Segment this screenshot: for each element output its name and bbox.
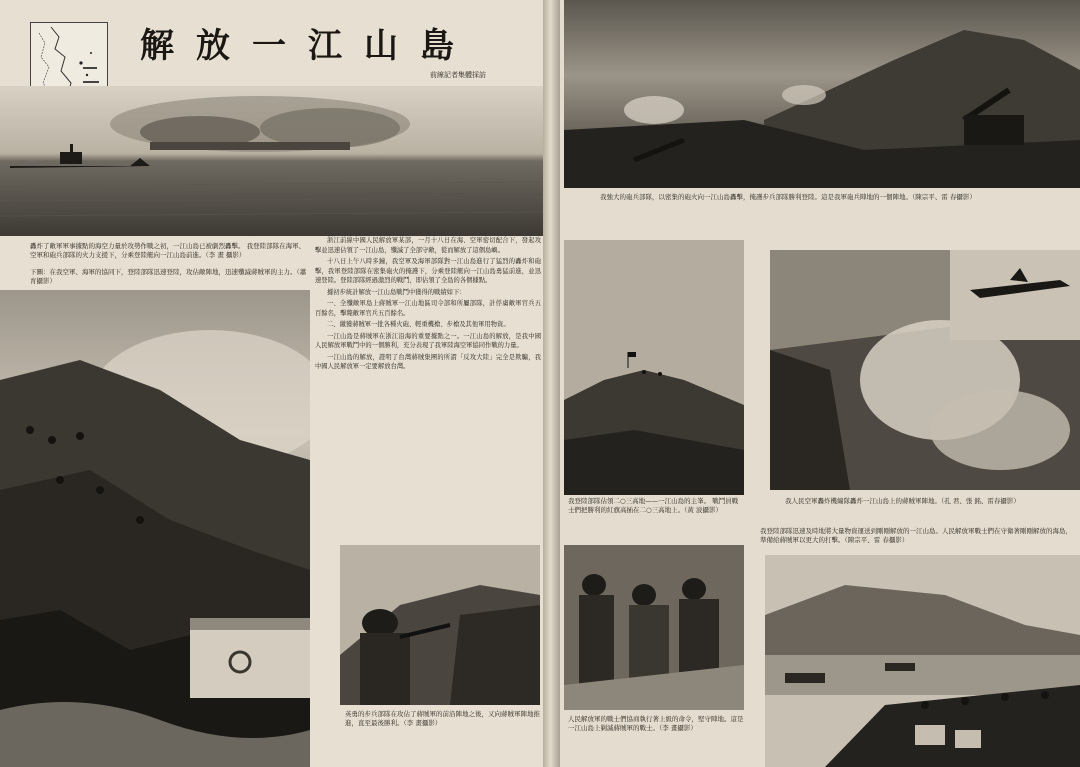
article-paragraph: 十八日上午八時多鐘，我空軍及海軍部隊對一江山島進行了猛烈的轟炸和砲擊，我軍登陸部隊在密集砲火的掩護下，分乘登陸艇向一江山島勇猛前進，並迅速登陸。登陸部隊經過激烈的戰鬥，即佔領了全島的各個據點。 [315,258,541,284]
article-paragraph: 一江山島是蔣賊軍在浙江沿海的重要據點之一。一江山島的解放，是我中國人民解放軍戰鬥中的一個勝利，充分表現了我軍陸海空軍協同作戰的力量。 [315,332,541,349]
article-paragraph: 二、繳獲蔣賊軍一批各種火砲、輕重機槍、步槍及其他軍用物資。 [327,321,510,328]
caption-top-left-2: 下圖：在我空軍、海軍的協同下，登陸部隊迅速登陸，攻佔敵陣地，迅速殲滅蔣賊軍的主力。（蕭 育攝影） [30,268,307,285]
article-paragraph: 一江山島的解放，證明了台灣蔣賊集團的所謂「反攻大陸」完全是欺騙，我中國人民解放軍一定要解放台灣。 [315,353,541,370]
photo-summit-flag [564,240,744,495]
article-paragraph: 一、全殲敵軍島上蔣賊軍一江山地區司令部和所屬部隊，計俘虜敵軍官兵五百餘名，擊斃敵軍官兵五百餘名。 [315,300,541,317]
caption-right-mid-right: 我人民空軍轟炸機編隊轟炸一江山島上的蔣賊軍陣地。（孔 君、張 銘、雷春攝影） [785,497,1020,505]
photo-air-bombing [770,250,1080,490]
page-title: 解放一江山島 [140,26,476,66]
caption-right-low: 我登陸部隊迅速及時地將大量物資運送到剛剛解放的一江山島。人民解放軍戰士們在守衛著剛剛解放的海島，準備給蔣賊軍以更大的打擊。（陳宗平、雷 春攝影） [760,527,1072,544]
article-paragraph: 浙江前線中國人民解放軍某部，一月十八日在海、空軍密切配合下，發起攻擊並迅速佔領了一江山島，殲滅了全部守敵，從而解放了這個島嶼。 [315,237,541,254]
photo-soldiers-group [564,545,744,710]
caption-top-left: 轟炸了敵軍軍事據點的海空力量於攻勢作戰之初，一江山島已被劇烈轟擊。 我登陸部隊在海軍、空軍和砲兵部隊的火力支援下，分乘登陸艇向一江山島前進。（李 畫 攝影） [30,242,306,259]
photo-soldier-helmet [340,545,540,705]
photo-landing-ships [0,86,543,236]
caption-right-mid-left: 我登陸部隊佔領二○三高地——一江山島的主峯。 戰鬥員戰士們把勝利的紅旗高插在二○三高地上。（黃 波攝影） [568,497,739,514]
caption-left-bottom: 英勇的步兵部隊在攻佔了蔣賊軍的前沿陣地之後，又向蔣賊軍陣地推進，直至最後勝利。（李 畫攝影） [345,710,540,727]
caption-right-top: 我強大的砲兵部隊，以密集的砲火向一江山島轟擊，掩護步兵部隊勝利登陸。這是我軍砲兵陣地的一個陣地。（陳宗平、雷 春攝影） [600,193,976,201]
article-paragraph: 據初步統計解放一江山島戰鬥中獲得的戰績如下： [327,288,466,296]
caption-right-bottom-left: 人民解放軍的戰士們協商執行著上級的命令，堅守陣地。這是一江山島上剿滅蔣賊軍的戰士。（李 畫攝影） [568,715,744,732]
photo-artillery [564,0,1080,188]
binding-gutter [543,0,560,767]
right-page [560,0,1080,767]
byline: 前線記者集體採訪 [430,71,486,79]
photo-cliff-assault [0,290,310,767]
article-body [315,236,541,521]
photo-harbor-supplies [765,555,1080,767]
